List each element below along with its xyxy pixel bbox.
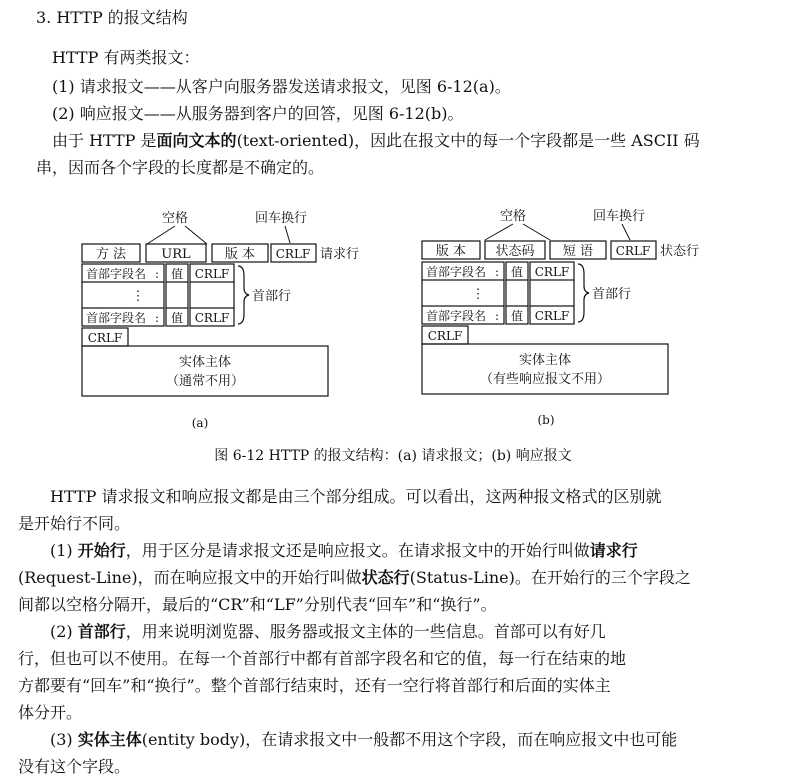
text-crlf: CRLF [615,244,651,258]
text-header-name: 首部字段名 [86,311,147,325]
text-run: (1) [50,541,78,560]
paragraph-cont: 体分开。 [18,703,83,722]
text-url: URL [161,247,191,262]
text-crlf: CRLF [194,267,230,281]
text-dots: ⋮ [131,289,145,304]
paragraph-cont: 行，但也可以不使用。在每一个首部行中都有首部字段名和它的值，每一行在结束的地 [18,649,627,668]
text-phrase: 短 语 [562,244,594,259]
text-colon: : [495,265,500,279]
bold-term: 状态行 [361,568,410,587]
paragraph-cont: 是开始行不同。 [18,514,131,533]
bold-term: 实体主体 [77,730,142,749]
text-dots: ⋮ [471,287,485,302]
bold-term: 面向文本的 [156,131,237,150]
text-run: (2) [50,622,78,641]
paragraph [50,541,638,561]
arrow-crlf [622,224,630,240]
text-crlf: CRLF [534,265,570,279]
bold-term: 请求行 [589,541,638,560]
text-run: (3) [50,730,78,749]
section-title: 3. HTTP 的报文结构 [36,8,188,27]
label-space: 空格 [162,211,189,226]
text-method: 方 法 [95,247,127,262]
text-value: 值 [510,265,524,279]
paragraph: HTTP 请求报文和响应报文都是由三个部分组成。可以看出，这两种报文格式的区别就 [50,487,662,506]
paragraph [50,730,677,750]
text-run: (Status-Line)。在开始行的三个字段之 [409,568,691,587]
brace [578,264,589,322]
figure-caption: 图 6-12 HTTP 的报文结构：(a) 请求报文；(b) 响应报文 [214,448,572,464]
text-colon: : [495,309,500,323]
text-status: 状态码 [495,244,535,259]
arrow-space-right [185,226,207,244]
request-message-diagram [82,210,359,430]
brace [238,266,249,324]
bold-term: 开始行 [77,541,126,560]
sub-caption-a: (a) [191,416,209,430]
text-version: 版 本 [224,247,256,262]
paragraph-cont: 串，因而各个字段的长度都是不确定的。 [36,158,325,177]
text-run: (text-oriented)，因此在报文中的每一个字段都是一些 ASCII 码 [236,131,700,150]
text-body: 实体主体 [518,353,572,368]
paragraph-cont [18,568,691,588]
text-run: (entity body)，在请求报文中一般都不用这个字段，而在响应报文中也可能 [141,730,678,749]
list-item: (2) 响应报文——从服务器到客户的回答，见图 6-12(b)。 [52,104,464,123]
arrow-space-left [485,224,513,240]
text-header-name: 首部字段名 [426,265,487,279]
sub-caption-b: (b) [537,413,555,427]
text-start-line: 请求行 [320,247,360,262]
text-crlf: CRLF [275,247,311,261]
text-body-note: （有些响应报文不用） [479,372,611,387]
text-header-name: 首部字段名 [426,309,487,323]
arrow-crlf [285,226,290,243]
text-version: 版 本 [435,244,467,259]
text-body: 实体主体 [178,355,232,370]
bold-term: 首部行 [77,622,126,641]
text-run: ，用来说明浏览器、服务器或报文主体的一些信息。首部可以有好几 [125,622,606,641]
response-message-diagram [422,208,699,427]
text-crlf: CRLF [427,329,463,343]
text-value: 值 [170,311,184,325]
arrow-space-right [523,224,550,240]
text-value: 值 [510,309,524,323]
text-run: (Request-Line)，而在响应报文中的开始行叫做 [18,568,362,587]
text-colon: : [155,311,160,325]
paragraph-cont: 方都要有“回车”和“换行”。整个首部行结束时，还有一空行将首部行和后面的实体主 [18,676,611,695]
label-space: 空格 [500,209,527,224]
text-crlf: CRLF [194,311,230,325]
intro-text: HTTP 有两类报文： [52,48,200,67]
text-header-lines: 首部行 [592,287,632,302]
arrow-space-left [147,226,175,244]
text-run: 由于 HTTP 是 [52,131,157,150]
text-start-line: 状态行 [660,244,700,259]
text-crlf: CRLF [87,331,123,345]
label-crlf: 回车换行 [593,209,646,224]
text-header-lines: 首部行 [252,289,292,304]
label-crlf: 回车换行 [255,211,308,226]
paragraph-cont: 间都以空格分隔开，最后的“CR”和“LF”分别代表“回车”和“换行”。 [18,595,497,614]
text-colon: : [155,267,160,281]
text-crlf: CRLF [534,309,570,323]
text-body-note: （通常不用） [165,374,245,389]
text-value: 值 [170,267,184,281]
paragraph [50,622,606,642]
list-item: (1) 请求报文——从客户向服务器发送请求报文，见图 6-12(a)。 [52,77,511,96]
paragraph-cont: 没有这个字段。 [18,757,131,776]
text-header-name: 首部字段名 [86,267,147,281]
text-run: ，用于区分是请求报文还是响应报文。在请求报文中的开始行叫做 [125,541,590,560]
